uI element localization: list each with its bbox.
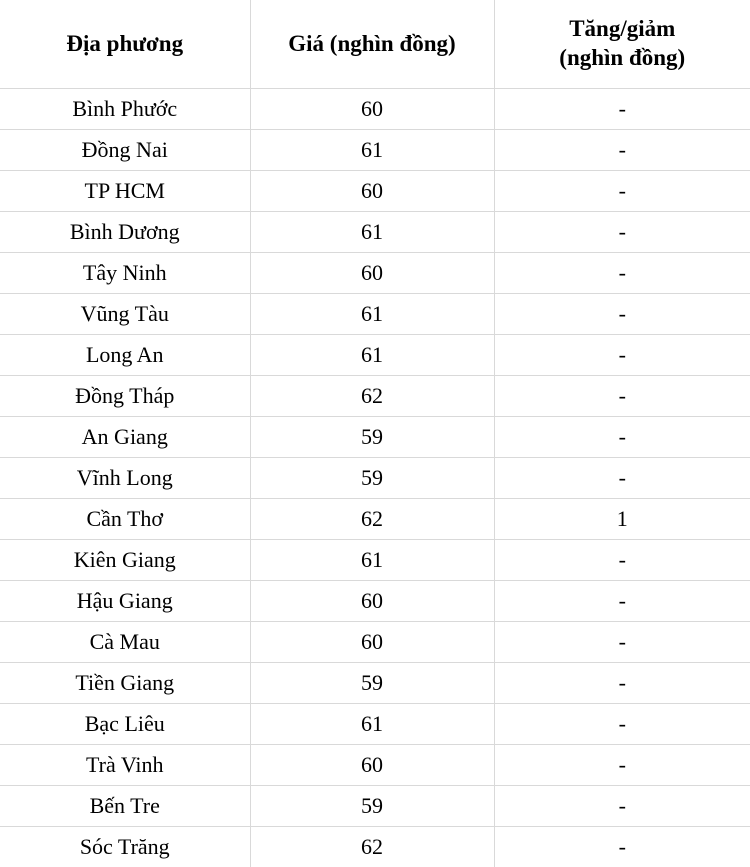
table-row	[0, 376, 750, 417]
cell-change: -	[494, 622, 750, 663]
table-row	[0, 130, 750, 171]
cell-locality: Vũng Tàu	[0, 294, 250, 335]
cell-locality: Tây Ninh	[0, 253, 250, 294]
cell-price: 61	[250, 704, 494, 745]
cell-change: -	[494, 540, 750, 581]
cell-locality: Bình Dương	[0, 212, 250, 253]
cell-locality: Bạc Liêu	[0, 704, 250, 745]
cell-price: 62	[250, 376, 494, 417]
cell-price: 60	[250, 745, 494, 786]
cell-locality: Sóc Trăng	[0, 827, 250, 867]
table-row	[0, 581, 750, 622]
cell-price: 60	[250, 581, 494, 622]
cell-change: -	[494, 253, 750, 294]
cell-change: -	[494, 335, 750, 376]
cell-change: -	[494, 745, 750, 786]
cell-locality: Trà Vinh	[0, 745, 250, 786]
cell-locality: Bình Phước	[0, 89, 250, 130]
table-row	[0, 253, 750, 294]
table-row	[0, 663, 750, 704]
cell-locality: Hậu Giang	[0, 581, 250, 622]
cell-price: 61	[250, 130, 494, 171]
cell-locality: Bến Tre	[0, 786, 250, 827]
cell-locality: Cà Mau	[0, 622, 250, 663]
cell-price: 60	[250, 89, 494, 130]
table-row	[0, 417, 750, 458]
cell-change: -	[494, 294, 750, 335]
table-row	[0, 458, 750, 499]
table-row	[0, 335, 750, 376]
cell-locality: Đồng Nai	[0, 130, 250, 171]
cell-price: 62	[250, 499, 494, 540]
cell-price: 60	[250, 253, 494, 294]
cell-locality: Kiên Giang	[0, 540, 250, 581]
table-row	[0, 704, 750, 745]
table-row	[0, 622, 750, 663]
cell-price: 61	[250, 294, 494, 335]
cell-change: -	[494, 786, 750, 827]
cell-change: -	[494, 704, 750, 745]
cell-price: 60	[250, 622, 494, 663]
cell-change: -	[494, 581, 750, 622]
table-header	[0, 0, 750, 89]
cell-locality: TP HCM	[0, 171, 250, 212]
cell-locality: Vĩnh Long	[0, 458, 250, 499]
cell-price: 61	[250, 212, 494, 253]
cell-change: -	[494, 89, 750, 130]
column-header-change	[494, 0, 750, 89]
column-header-change-line1: Tăng/giảm	[501, 15, 745, 44]
cell-price: 60	[250, 171, 494, 212]
table-row	[0, 827, 750, 867]
table-row	[0, 499, 750, 540]
cell-price: 61	[250, 540, 494, 581]
cell-change: -	[494, 171, 750, 212]
cell-locality: Đồng Tháp	[0, 376, 250, 417]
cell-change: 1	[494, 499, 750, 540]
cell-price: 59	[250, 786, 494, 827]
table-row	[0, 294, 750, 335]
table-row	[0, 540, 750, 581]
cell-change: -	[494, 376, 750, 417]
table-row	[0, 212, 750, 253]
table-row	[0, 786, 750, 827]
cell-change: -	[494, 130, 750, 171]
cell-change: -	[494, 458, 750, 499]
cell-locality: An Giang	[0, 417, 250, 458]
cell-price: 59	[250, 663, 494, 704]
cell-change: -	[494, 827, 750, 867]
column-header-change-line2: (nghìn đồng)	[501, 44, 745, 73]
table-row	[0, 89, 750, 130]
table-body	[0, 89, 750, 867]
cell-change: -	[494, 212, 750, 253]
cell-locality: Long An	[0, 335, 250, 376]
cell-change: -	[494, 417, 750, 458]
column-header-locality: Địa phương	[0, 0, 250, 89]
table-row	[0, 171, 750, 212]
column-header-price: Giá (nghìn đồng)	[250, 0, 494, 89]
cell-price: 62	[250, 827, 494, 867]
cell-price: 59	[250, 458, 494, 499]
cell-price: 61	[250, 335, 494, 376]
table-header-row	[0, 0, 750, 89]
table-row	[0, 745, 750, 786]
cell-price: 59	[250, 417, 494, 458]
cell-change: -	[494, 663, 750, 704]
cell-locality: Tiền Giang	[0, 663, 250, 704]
cell-locality: Cần Thơ	[0, 499, 250, 540]
